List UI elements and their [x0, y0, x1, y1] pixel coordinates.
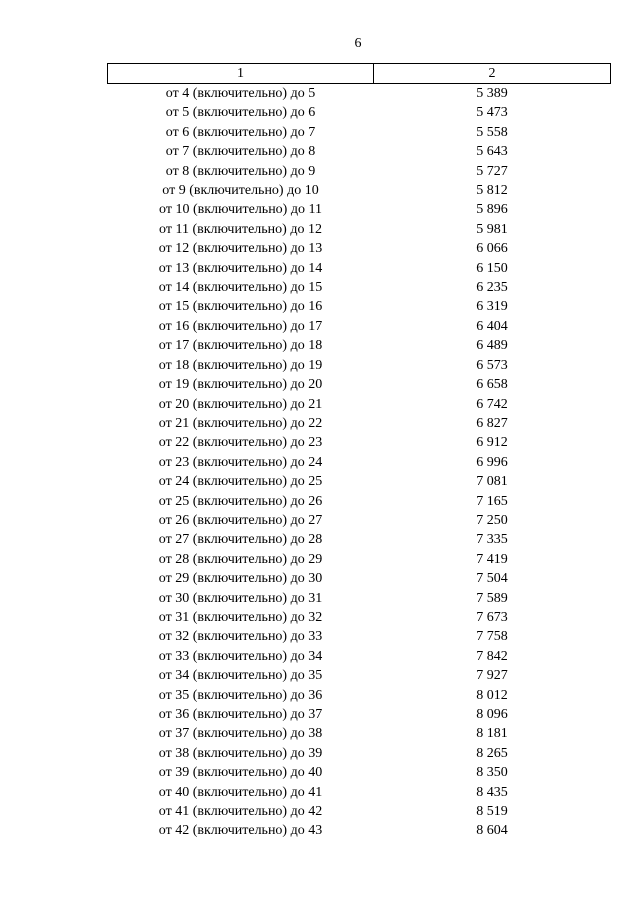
range-cell: от 28 (включительно) до 29 [158, 551, 323, 567]
table-row [108, 375, 611, 394]
range-cell: от 35 (включительно) до 36 [158, 687, 323, 703]
range-cell: от 6 (включительно) до 7 [165, 124, 316, 140]
value-cell: 7 673 [476, 609, 508, 625]
value-cell: 6 912 [476, 435, 508, 451]
value-cell: 7 081 [476, 474, 508, 490]
value-cell: 8 012 [476, 687, 508, 703]
range-cell: от 25 (включительно) до 26 [158, 493, 323, 509]
table-row [108, 550, 611, 569]
value-cell: 6 658 [476, 377, 508, 393]
table-header [108, 64, 611, 84]
range-cell: от 42 (включительно) до 43 [158, 823, 323, 839]
range-cell: от 34 (включительно) до 35 [158, 668, 323, 684]
value-cell: 8 181 [476, 726, 508, 742]
value-cell: 7 335 [476, 532, 508, 548]
range-cell: от 39 (включительно) до 40 [158, 765, 323, 781]
range-cell: от 31 (включительно) до 32 [158, 609, 323, 625]
value-cell: 6 996 [476, 454, 508, 470]
range-cell: от 32 (включительно) до 33 [158, 629, 323, 645]
range-cell: от 40 (включительно) до 41 [158, 784, 323, 800]
table-row [108, 433, 611, 452]
table-row [108, 783, 611, 802]
table-row [108, 297, 611, 316]
range-cell: от 11 (включительно) до 12 [159, 221, 322, 237]
range-cell: от 21 (включительно) до 22 [158, 415, 323, 431]
table-row [108, 278, 611, 297]
table-row [108, 647, 611, 666]
column-header-2: 2 [374, 64, 611, 84]
table-row [108, 472, 611, 491]
table-header-row [108, 64, 611, 84]
value-cell: 7 842 [476, 648, 508, 664]
value-cell: 7 927 [476, 668, 508, 684]
range-cell: от 27 (включительно) до 28 [158, 532, 323, 548]
range-cell: от 37 (включительно) до 38 [158, 726, 323, 742]
table-row [108, 356, 611, 375]
value-cell: 8 435 [476, 784, 508, 800]
rate-table [107, 63, 611, 841]
table-row [108, 608, 611, 627]
value-cell: 5 643 [476, 144, 508, 160]
value-cell: 6 742 [476, 396, 508, 412]
value-cell: 5 812 [476, 183, 508, 199]
range-cell: от 30 (включительно) до 31 [158, 590, 323, 606]
table-row [108, 744, 611, 763]
range-cell: от 17 (включительно) до 18 [158, 338, 323, 354]
table-row [108, 239, 611, 258]
value-cell: 6 235 [476, 280, 508, 296]
value-cell: 7 758 [476, 629, 508, 645]
table-row [108, 142, 611, 161]
table-row [108, 181, 611, 200]
value-cell: 6 827 [476, 415, 508, 431]
table-row [108, 259, 611, 278]
table-row [108, 84, 611, 104]
table-row [108, 395, 611, 414]
value-cell: 6 404 [476, 318, 508, 334]
table-row [108, 589, 611, 608]
table-row [108, 802, 611, 821]
value-cell: 7 250 [476, 512, 508, 528]
table-row [108, 530, 611, 549]
range-cell: от 15 (включительно) до 16 [158, 299, 323, 315]
table-row [108, 200, 611, 219]
table-row [108, 511, 611, 530]
range-cell: от 22 (включительно) до 23 [158, 435, 323, 451]
table-row [108, 336, 611, 355]
range-cell: от 9 (включительно) до 10 [162, 183, 319, 199]
value-cell: 5 981 [476, 221, 508, 237]
table-row [108, 414, 611, 433]
table-row [108, 627, 611, 646]
range-cell: от 14 (включительно) до 15 [158, 280, 323, 296]
range-cell: от 24 (включительно) до 25 [158, 474, 323, 490]
value-cell: 8 350 [476, 765, 508, 781]
range-cell: от 16 (включительно) до 17 [158, 318, 323, 334]
value-cell: 8 604 [476, 823, 508, 839]
range-cell: от 8 (включительно) до 9 [165, 163, 316, 179]
value-cell: 8 265 [476, 745, 508, 761]
table-row [108, 666, 611, 685]
range-cell: от 38 (включительно) до 39 [158, 745, 323, 761]
value-cell: 8 096 [476, 707, 508, 722]
table-row [108, 162, 611, 181]
value-cell: 6 319 [476, 299, 508, 315]
column-header-1: 1 [108, 64, 374, 84]
table-row [108, 453, 611, 472]
range-cell: от 23 (включительно) до 24 [158, 454, 323, 470]
table-row [108, 569, 611, 588]
value-cell: 7 504 [476, 571, 508, 587]
value-cell: 6 573 [476, 357, 508, 373]
range-cell: от 5 (включительно) до 6 [165, 105, 316, 121]
value-cell: 6 150 [476, 260, 508, 276]
table-row [108, 724, 611, 743]
value-cell: 7 419 [476, 551, 508, 567]
table-row [108, 763, 611, 782]
value-cell: 6 489 [476, 338, 508, 354]
table-row [108, 317, 611, 336]
table-row [108, 705, 611, 724]
range-cell: от 18 (включительно) до 19 [158, 357, 323, 373]
value-cell: 5 558 [476, 124, 508, 140]
table-body [108, 84, 611, 841]
range-cell: от 13 (включительно) до 14 [158, 260, 323, 276]
value-cell: 5 727 [476, 163, 508, 179]
value-cell: 7 165 [476, 493, 508, 509]
table-row [108, 103, 611, 122]
value-cell: 6 066 [476, 241, 508, 257]
range-cell: от 20 (включительно) до 21 [158, 396, 323, 412]
table-row [108, 220, 611, 239]
range-cell: от 26 (включительно) до 27 [158, 512, 323, 528]
value-cell: 7 589 [476, 590, 508, 606]
value-cell: 5 389 [476, 86, 508, 101]
page-number: 6 [354, 36, 362, 51]
range-cell: от 4 (включительно) до 5 [165, 86, 316, 101]
value-cell: 5 896 [476, 202, 508, 218]
range-cell: от 10 (включительно) до 11 [159, 202, 322, 218]
table-row [108, 492, 611, 511]
range-cell: от 36 (включительно) до 37 [158, 707, 323, 722]
value-cell: 8 519 [476, 804, 508, 820]
range-cell: от 41 (включительно) до 42 [158, 804, 323, 820]
range-cell: от 29 (включительно) до 30 [158, 571, 323, 587]
table-row [108, 686, 611, 705]
range-cell: от 12 (включительно) до 13 [158, 241, 323, 257]
table-row [108, 821, 611, 840]
value-cell: 5 473 [476, 105, 508, 121]
range-cell: от 7 (включительно) до 8 [165, 144, 316, 160]
range-cell: от 33 (включительно) до 34 [158, 648, 323, 664]
table-row [108, 123, 611, 142]
range-cell: от 19 (включительно) до 20 [158, 377, 323, 393]
